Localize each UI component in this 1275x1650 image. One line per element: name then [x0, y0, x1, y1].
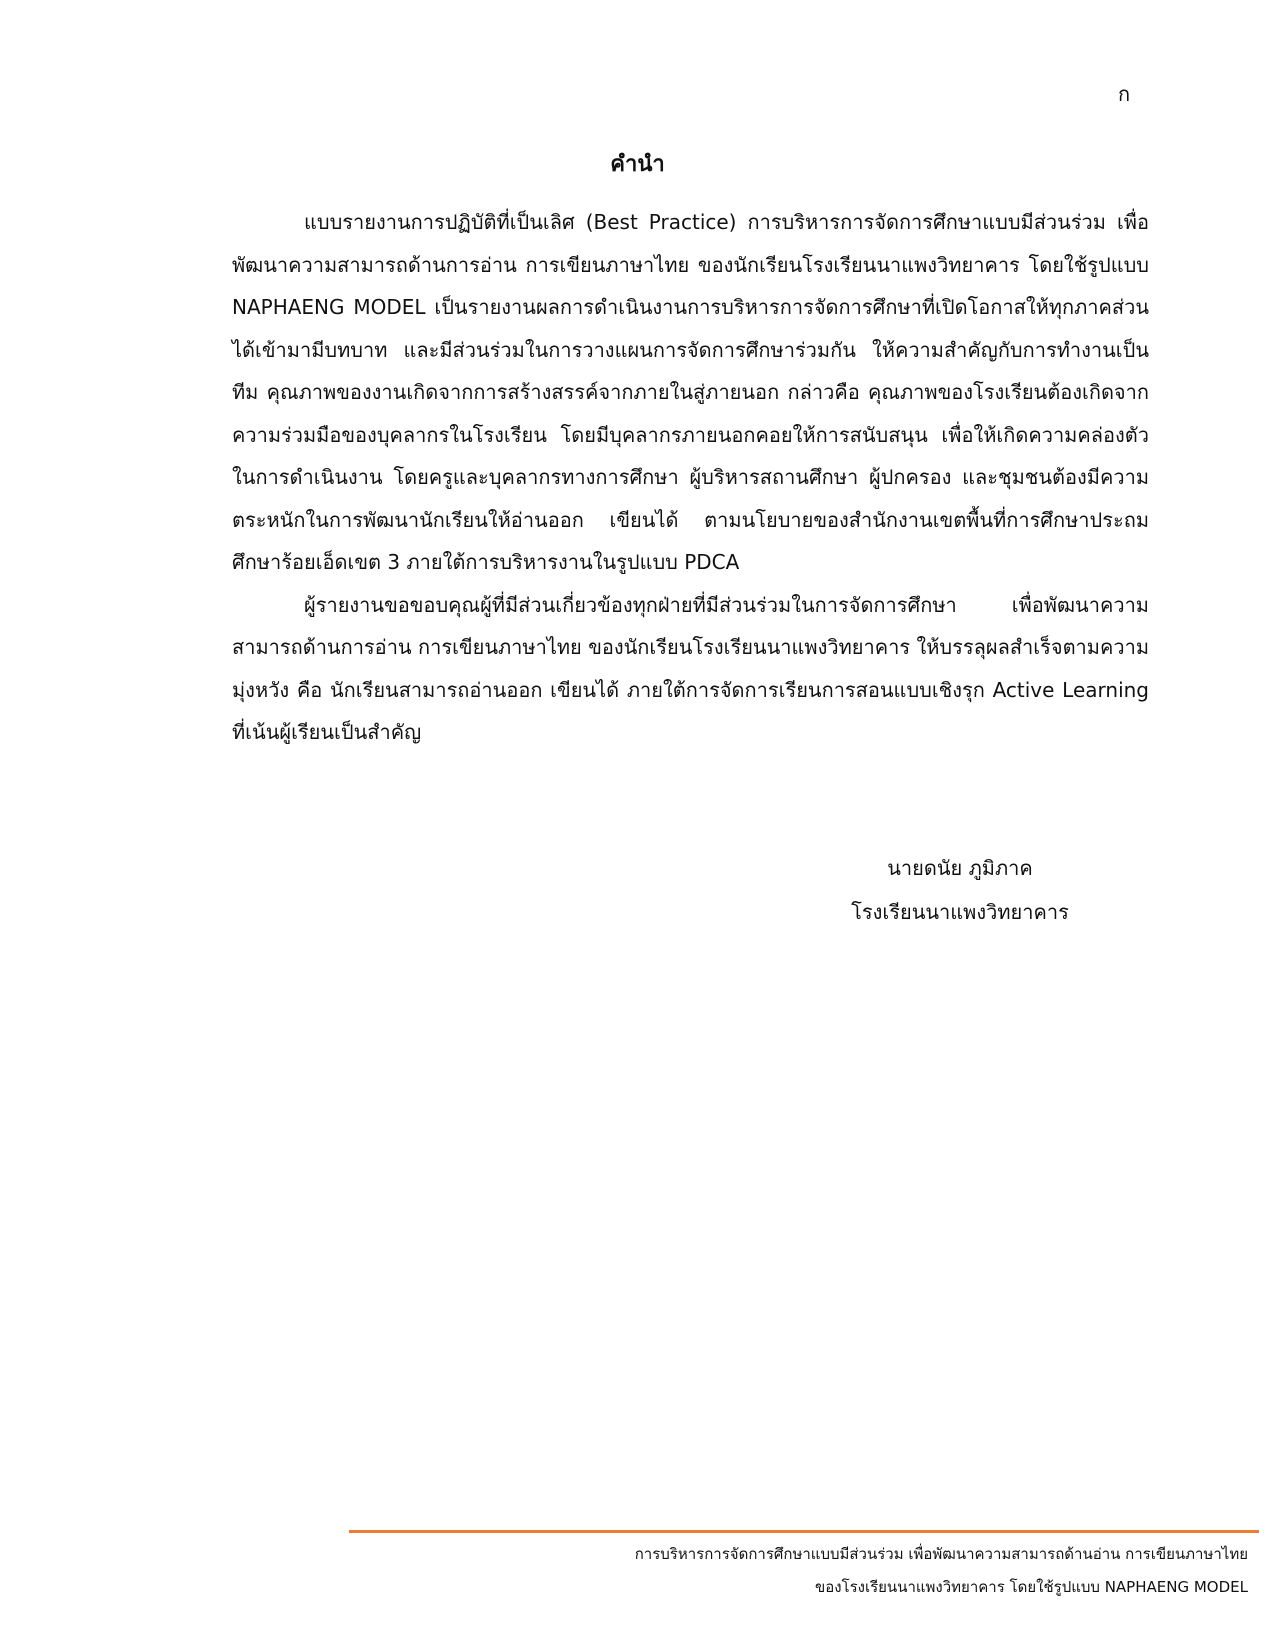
- paragraph: แบบรายงานการปฏิบัติที่เป็นเลิศ (Best Practice) การบริหารการจัดการศึกษาแบบมีส่วนร่วม เพื่อพัฒนาความสามารถด้านการอ่าน การเขียนภาษาไทย ของนักเรียนโรงเรียนนาแพงวิทยาคาร โดยใช้รูปแบบ NAPHAENG MODEL เป็นรายงานผลการดำเนินงานการบริหารการจัดการศึกษาที่เปิดโอกาสให้ทุกภาคส่วนได้เข้ามามีบทบาท และมีส่วนร่วมในการวางแผนการจัดการศึกษาร่วมกัน ให้ความสำคัญกับการทำงานเป็นทีม คุณภาพของงานเกิดจากการสร้างสรรค์จากภายในสู่ภายนอก กล่าวคือ คุณภาพของโรงเรียนต้องเกิดจากความร่วมมือของบุคลากรในโรงเรียน โดยมีบุคลากรภายนอกคอยให้การสนับสนุน เพื่อให้เกิดความคล่องตัวในการดำเนินงาน โดยครูและบุคลากรทางการศึกษา ผู้บริหารสถานศึกษา ผู้ปกครอง และชุมชนต้องมีความตระหนักในการพัฒนานักเรียนให้อ่านออก เขียนได้ ตามนโยบายของสำนักงานเขตพื้นที่การศึกษาประถมศึกษาร้อยเอ็ดเขต 3 ภายใต้การบริหารงานในรูปแบบ PDCA: [232, 210, 1149, 574]
- page-footer: [348, 1538, 1248, 1604]
- page-number: ก: [1118, 82, 1131, 106]
- signature-block: [820, 846, 1100, 934]
- paragraph: ผู้รายงานขอขอบคุณผู้ที่มีส่วนเกี่ยวข้องทุกฝ่ายที่มีส่วนร่วมในการจัดการศึกษา เพื่อพัฒนาความสามารถด้านการอ่าน การเขียนภาษาไทย ของนักเรียนโรงเรียนนาแพงวิทยาคาร ให้บรรลุผลสำเร็จตามความมุ่งหวัง คือ นักเรียนสามารถอ่านออก เขียนได้ ภายใต้การจัดการเรียนการสอนแบบเชิงรุก Active Learning ที่เน้นผู้เรียนเป็นสำคัญ: [232, 592, 1149, 744]
- page-title: คำนำ: [610, 152, 665, 177]
- footer-line-1: การบริหารการจัดการศึกษาแบบมีส่วนร่วม เพื่อพัฒนาความสามารถด้านอ่าน การเขียนภาษาไทย: [634, 1545, 1248, 1563]
- footer-divider: [349, 1530, 1259, 1533]
- document-body: [232, 201, 1149, 754]
- footer-line-2: ของโรงเรียนนาแพงวิทยาคาร โดยใช้รูปแบบ NAPHAENG MODEL: [814, 1578, 1248, 1596]
- signature-name: นายดนัย ภูมิภาค: [887, 856, 1033, 880]
- signature-organization: โรงเรียนนาแพงวิทยาคาร: [851, 900, 1069, 924]
